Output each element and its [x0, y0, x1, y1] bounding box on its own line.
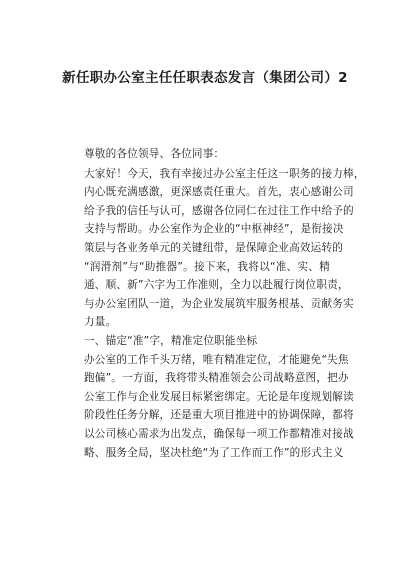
paragraph-line: 给予我的信任与认可，感谢各位同仁在过往工作中给予的 — [84, 204, 354, 217]
paragraph-line: 以公司核心需求为出发点，确保每一项工作都精准对接战 — [84, 427, 354, 440]
section-heading: 一、锚定“准”字，精准定位职能坐标 — [84, 334, 258, 347]
paragraph-line: 内心既充满感激，更深感责任重大。首先，衷心感谢公司 — [84, 186, 354, 199]
paragraph-line: 通、顺、新”六字为工作准则，全力以赴履行岗位职责， — [84, 279, 349, 292]
paragraph-line: 支持与帮助。办公室作为企业的“中枢神经”，是衔接决 — [84, 223, 344, 236]
paragraph-line: 略、服务全局，坚决杜绝“为了工作而工作”的形式主义 — [84, 446, 344, 459]
paragraph-line: 阶段性任务分解，还是重大项目推进中的协调保障，都将 — [84, 409, 354, 422]
paragraph-line: 跑偏”。一方面，我将带头精准领会公司战略意图，把办 — [84, 372, 349, 385]
paragraph-line: 策层与各业务单元的关键纽带，是保障企业高效运转的 — [84, 241, 344, 254]
paragraph-line: 力量。 — [84, 316, 117, 329]
document-title: 新任职办公室主任任职表态发言（集团公司）2 — [62, 70, 348, 86]
paragraph-line: 公室工作与企业发展目标紧密绑定。无论是年度规划解读 — [84, 390, 354, 403]
salutation-line: 尊敬的各位领导、各位同事： — [84, 148, 225, 160]
paragraph-line: 办公室的工作千头万绪，唯有精准定位，才能避免“失焦 — [84, 353, 349, 366]
paragraph-line: 大家好！今天，我有幸接过办公室主任这一职务的接力棒， — [84, 167, 365, 180]
paragraph-line: 与办公室团队一道，为企业发展筑牢服务根基、贡献务实 — [84, 297, 354, 310]
paragraph-line: “润滑剂”与“助推器”。接下来，我将以“准、实、精 — [84, 260, 330, 273]
document-body — [84, 145, 365, 462]
